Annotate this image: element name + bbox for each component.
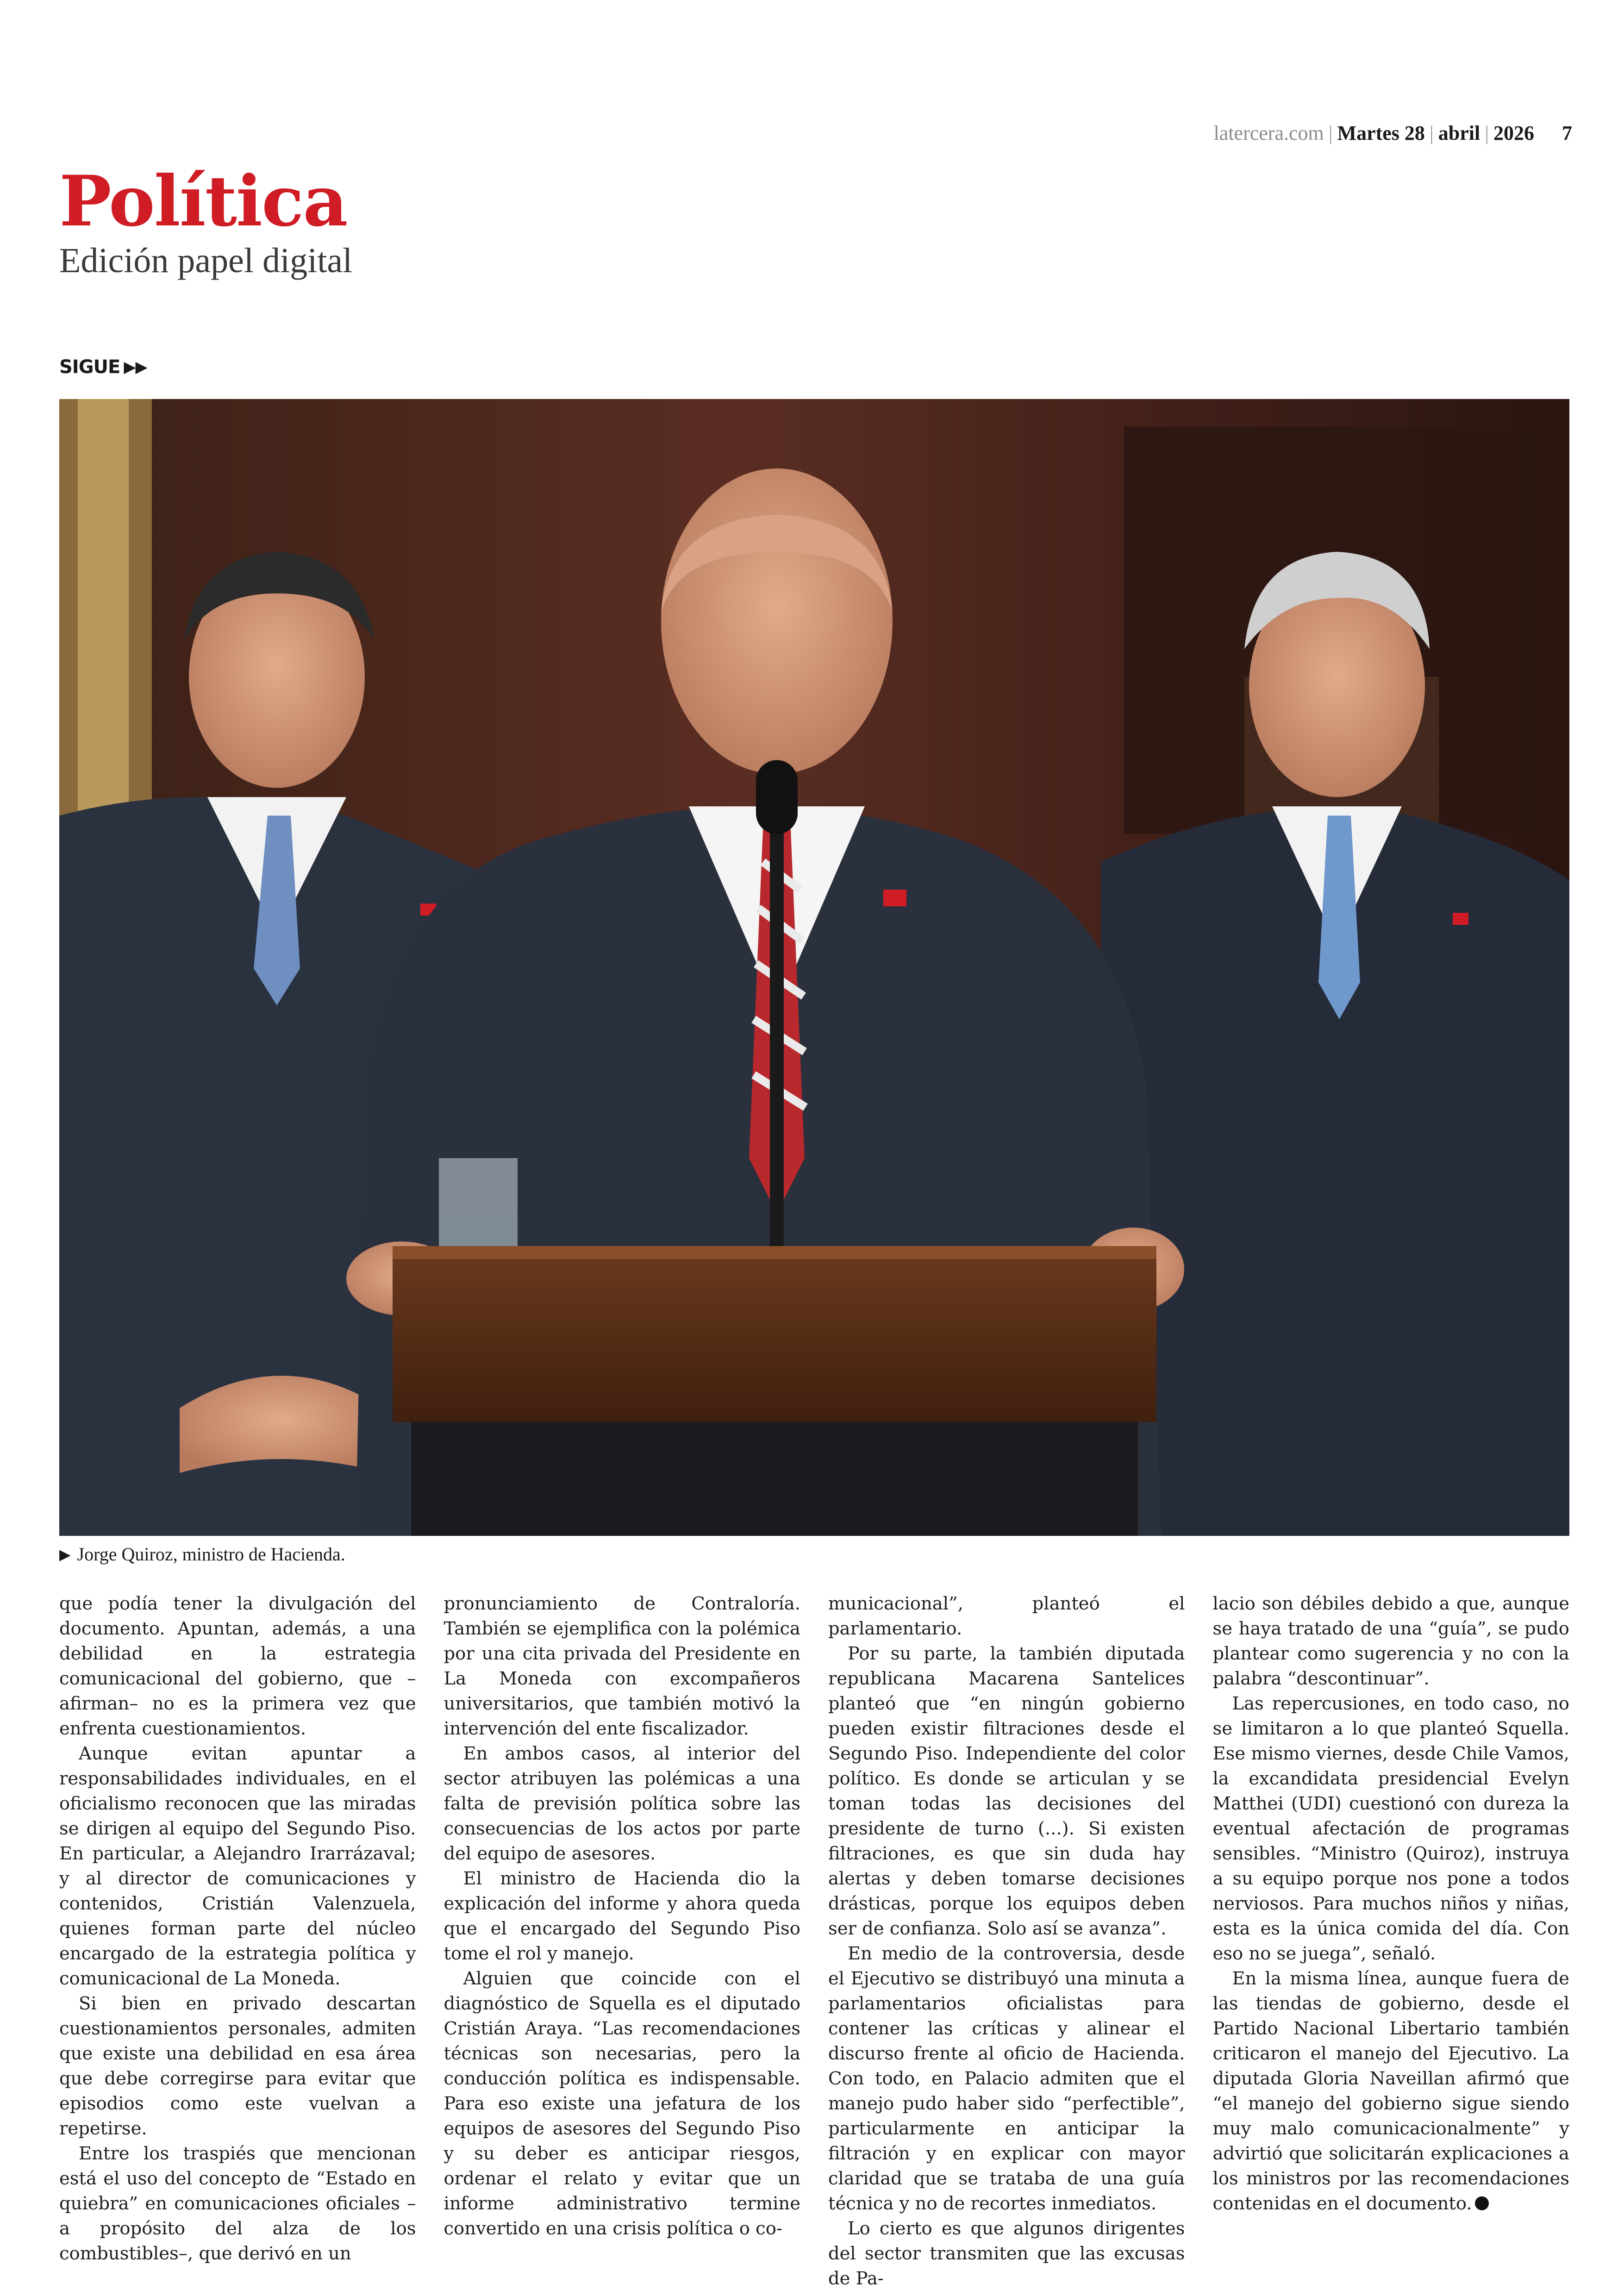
paragraph: Alguien que coincide con el diagnóstico de Squella es el diputado Cristián Araya. “Las recomendaciones técnicas son necesarias, pero la conducción política es indispensable. Para eso existe una jefatura de los equipos de asesores del Segundo Piso y su deber es anticipar riesgos, ordenar el relato y evitar que un informe administrativo termine convertido en una crisis política o co- <box>443 1968 800 2239</box>
paragraph: Por su parte, la también diputada republicana Macarena Santelices planteó que “en ningún gobierno pueden existir filtraciones desde el Segundo Piso. Independiente del color político. Es donde se articulan y se toman todas las decisiones del presidente de turno (...). Si existen filtraciones, es que sin duda hay alertas y deben tomarse decisiones drásticas, porque los equipos deben ser de confianza. Solo así se avanza”. <box>828 1643 1185 1939</box>
paragraph: lacio son débiles debido a que, aunque se haya tratado de una “guía”, se pudo plantear como sugerencia y no con la palabra “descontinuar”. <box>1212 1593 1569 1689</box>
issue-day: Martes 28 <box>1337 122 1425 144</box>
section-title: Política <box>59 161 347 242</box>
paragraph: El ministro de Hacienda dio la explicación del informe y ahora queda que el encargado del Segundo Piso tome el rol y manejo. <box>443 1868 800 1964</box>
folio-divider: | <box>1429 122 1434 144</box>
end-of-article-icon <box>1475 2196 1489 2210</box>
paragraph: Entre los traspiés que mencionan está el uso del concepto de “Estado en quiebra” en comunicaciones oficiales –a propósito del alza de los combustibles–, que derivó en un <box>59 2143 416 2264</box>
continue-marker[interactable] <box>59 356 147 378</box>
caption-text: Jorge Quiroz, ministro de Hacienda. <box>77 1544 345 1565</box>
paragraph: que podía tener la divulgación del documento. Apuntan, además, a una debilidad en la estrategia comunicacional del gobierno, que –afirman– no es la primera vez que enfrenta cuestionamientos. <box>59 1593 416 1739</box>
article-column-4 <box>1213 1591 1570 2291</box>
paragraph: En medio de la controversia, desde el Ejecutivo se distribuyó una minuta a parlamentarios oficialistas para contener las críticas y alinear el discurso frente al oficio de Hacienda. Con todo, en Palacio admiten que el manejo pudo haber sido “perfectible”, particularmente en anticipar la filtración y en explicar con mayor claridad que se trataba de una guía técnica y no de recortes inmediatos. <box>828 1943 1185 2214</box>
article-body <box>59 1591 1569 2291</box>
page-number: 7 <box>1562 122 1572 144</box>
continue-label: SIGUE <box>59 356 120 378</box>
paragraph: Las repercusiones, en todo caso, no se limitaron a lo que planteó Squella. Ese mismo viernes, desde Chile Vamos, la excandidata presidencial Evelyn Matthei (UDI) cuestionó con dureza la eventual afectación de programas sensibles. “Ministro (Quiroz), instruya a su equipo porque nos pone a todos nerviosos. Para muchos niños y niñas, esta es la única comida del día. Con eso no se juega”, señaló. <box>1212 1693 1569 1964</box>
folio-divider: | <box>1328 122 1333 144</box>
paragraph: pronunciamiento de Contraloría. También se ejemplifica con la polémica por una cita privada del Presidente en La Moneda con excompañeros universitarios, que también motivó la intervención del ente fiscalizador. <box>443 1593 800 1739</box>
play-triangle-icon: ▶ <box>59 1546 71 1563</box>
section-subtitle: Edición papel digital <box>59 241 353 280</box>
photo-caption <box>59 1543 345 1565</box>
site-name[interactable]: latercera.com <box>1213 122 1324 144</box>
paragraph: Si bien en privado descartan cuestionamientos personales, admiten que existe una debilidad en esa área que debe corregirse para evitar que episodios como este vuelvan a repetirse. <box>59 1993 416 2139</box>
paragraph: Lo cierto es que algunos dirigentes del sector transmiten que las excusas de Pa- <box>828 2218 1185 2289</box>
issue-month: abril <box>1438 122 1480 144</box>
article-column-3 <box>828 1591 1185 2291</box>
paragraph-text: En la misma línea, aunque fuera de las tiendas de gobierno, desde el Partido Nacional Libertario también criticaron el manejo del Ejecutivo. La diputada Gloria Naveillan afirmó que “el manejo del gobierno sigue siendo muy malo comunicacionalmente” y advirtió que solicitarán explicaciones a los ministros por las recomendaciones contenidas en el documento. <box>1212 1968 1569 2214</box>
last-paragraph <box>1213 1966 1570 2216</box>
issue-year: 2026 <box>1493 122 1534 144</box>
press-conference-illustration <box>59 399 1569 1536</box>
paragraph: Aunque evitan apuntar a responsabilidades individuales, en el oficialismo reconocen que las miradas se dirigen al equipo del Segundo Piso. En particular, a Alejandro Irarrázaval; y al director de comunicaciones y contenidos, Cristián Valenzuela, quienes forman parte del núcleo encargado de la estrategia política y comunicacional de La Moneda. <box>59 1743 416 1989</box>
article-column-1 <box>59 1591 416 2291</box>
news-photo <box>59 399 1569 1536</box>
folio-divider: | <box>1485 122 1489 144</box>
article-column-2 <box>444 1591 801 2291</box>
page-folio <box>1214 121 1572 145</box>
paragraph: municacional”, planteó el parlamentario. <box>828 1593 1185 1639</box>
paragraph: En ambos casos, al interior del sector atribuyen las polémicas a una falta de previsión política sobre las consecuencias de los actos por parte del equipo de asesores. <box>443 1743 800 1864</box>
double-play-icon: ▶▶ <box>124 358 147 376</box>
